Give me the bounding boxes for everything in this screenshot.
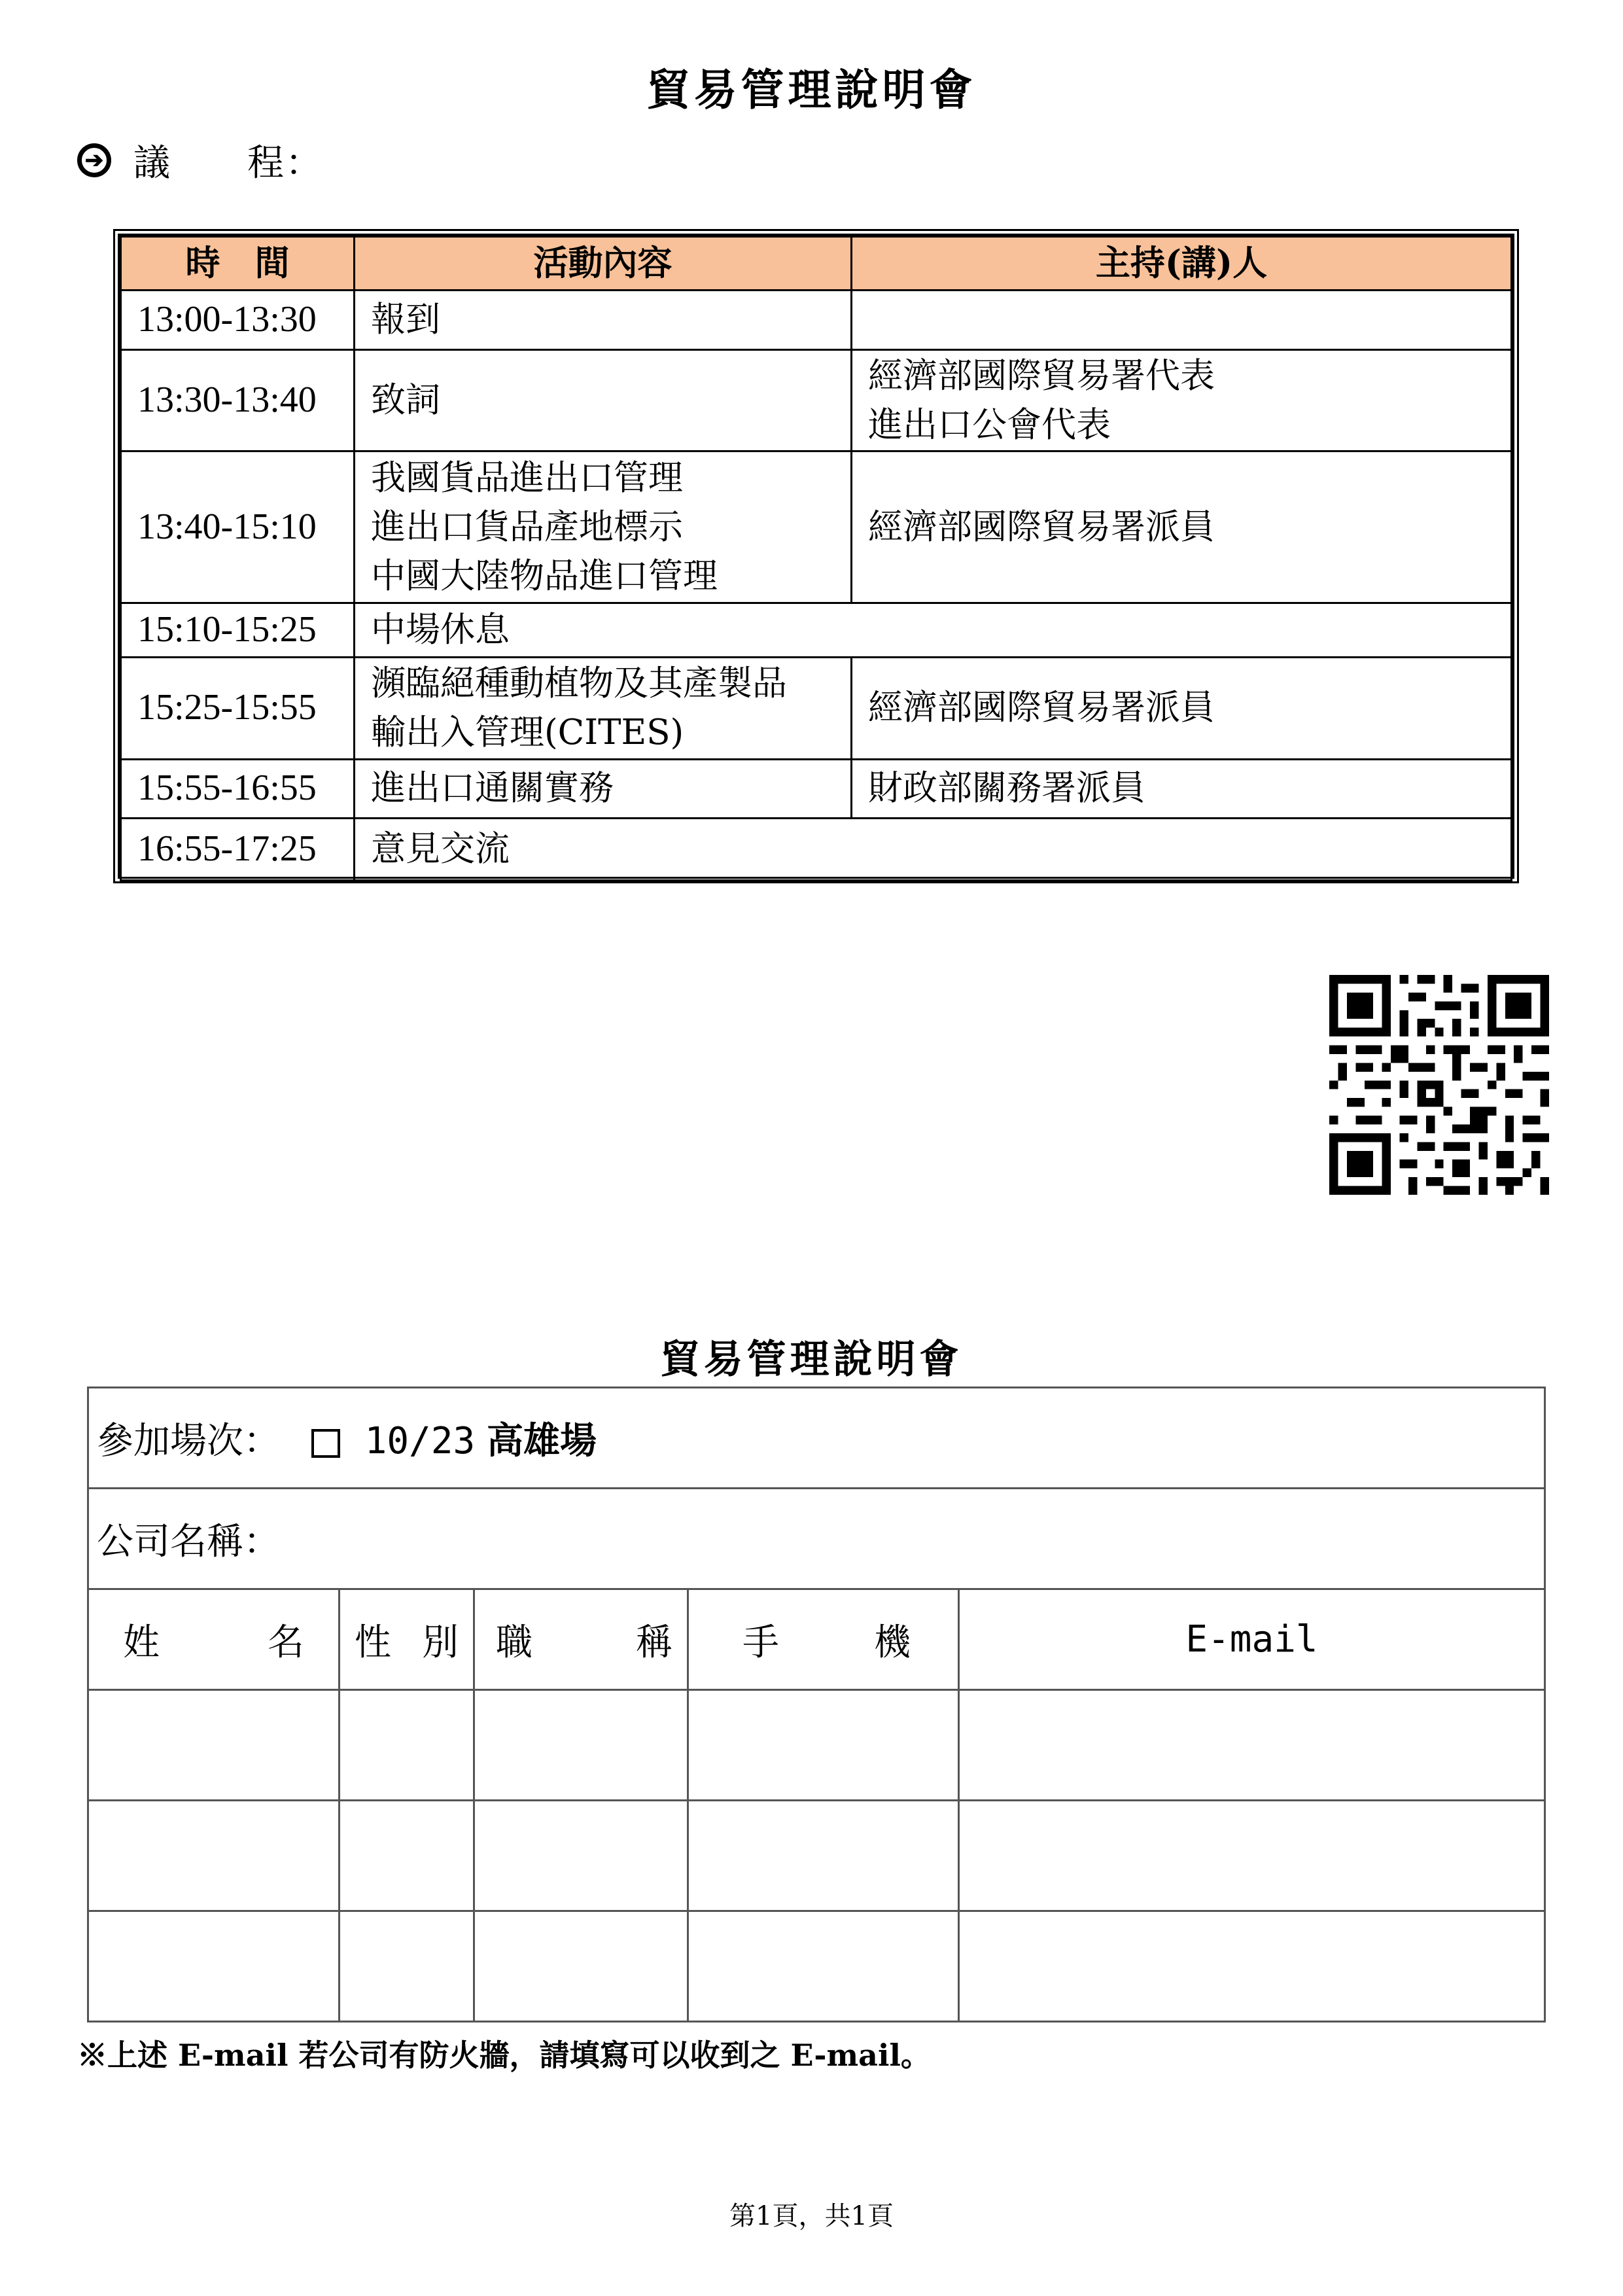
agenda-time: 13:40-15:10	[121, 451, 355, 603]
host-line: 經濟部國際貿易署代表	[868, 355, 1215, 396]
col-title-a: 職	[496, 1621, 532, 1664]
agenda-time: 15:55-16:55	[121, 759, 355, 818]
col-title	[474, 1589, 688, 1690]
content-line: 進出口貨品產地標示	[371, 506, 683, 547]
entry-name[interactable]	[88, 1690, 340, 1801]
entry-gender[interactable]	[340, 1911, 474, 2022]
entry-name[interactable]	[88, 1911, 340, 2022]
session-row	[88, 1388, 1545, 1489]
arrow-right-icon: ➔	[77, 143, 111, 177]
entry-email[interactable]	[959, 1911, 1545, 2022]
entry-email[interactable]	[959, 1690, 1545, 1801]
col-mobile-a: 手	[742, 1621, 779, 1664]
agenda-time: 16:55-17:25	[121, 818, 355, 880]
agenda-content	[355, 451, 852, 603]
entry-mobile[interactable]	[688, 1911, 959, 2022]
agenda-content	[355, 350, 852, 451]
agenda-table	[120, 236, 1512, 881]
content-line: 中場休息	[371, 610, 510, 650]
col-email	[959, 1589, 1545, 1690]
entry-gender[interactable]	[340, 1801, 474, 1911]
company-label: 公司名稱：	[97, 1520, 280, 1563]
entry-gender[interactable]	[340, 1690, 474, 1801]
document-title: 貿易管理說明會	[646, 64, 977, 115]
form-header-row	[88, 1589, 1545, 1690]
agenda-row	[121, 291, 1512, 350]
agenda-table-frame	[113, 229, 1519, 883]
content-line: 致詞	[371, 380, 440, 421]
content-line: 意見交流	[371, 828, 510, 869]
session-checkbox[interactable]	[311, 1429, 340, 1458]
agenda-host	[852, 451, 1512, 603]
registration-form	[87, 1386, 1546, 2022]
content-line: 報到	[371, 300, 440, 340]
col-name-a: 姓	[123, 1621, 160, 1664]
entry-title[interactable]	[474, 1801, 688, 1911]
agenda-host	[852, 350, 1512, 451]
col-name-b: 名	[268, 1621, 304, 1664]
col-mobile-b: 機	[874, 1621, 911, 1664]
agenda-row	[121, 451, 1512, 603]
header-content: 活動內容	[355, 237, 852, 291]
content-line: 我國貨品進出口管理	[371, 457, 683, 498]
entry-email[interactable]	[959, 1801, 1545, 1911]
entry-title[interactable]	[474, 1690, 688, 1801]
col-gender-a: 性	[355, 1621, 391, 1664]
header-time: 時 間	[121, 237, 355, 291]
session-label: 參加場次：	[97, 1419, 280, 1462]
qr-code-icon	[1329, 975, 1549, 1195]
agenda-host	[852, 759, 1512, 818]
agenda-host	[852, 657, 1512, 759]
entry-title[interactable]	[474, 1911, 688, 2022]
session-date: 10/23	[364, 1419, 476, 1462]
col-email-a: E-mail	[1185, 1618, 1318, 1661]
agenda-row	[121, 350, 1512, 451]
session-cell	[88, 1388, 1545, 1489]
content-line: 進出口通關實務	[371, 768, 614, 809]
entry-mobile[interactable]	[688, 1801, 959, 1911]
col-gender	[340, 1589, 474, 1690]
entry-mobile[interactable]	[688, 1690, 959, 1801]
host-line: 進出口公會代表	[868, 405, 1111, 445]
col-gender-b: 別	[422, 1621, 459, 1664]
col-mobile	[688, 1589, 959, 1690]
agenda-content	[355, 818, 1512, 880]
agenda-row	[121, 759, 1512, 818]
form-entry-row	[88, 1690, 1545, 1801]
host-line: 經濟部國際貿易署派員	[868, 506, 1215, 547]
agenda-time: 15:10-15:25	[121, 603, 355, 658]
form-entry-row	[88, 1801, 1545, 1911]
form-title: 貿易管理說明會	[660, 1337, 963, 1383]
agenda-host	[852, 291, 1512, 350]
host-line: 經濟部國際貿易署派員	[868, 688, 1215, 728]
host-line: 財政部關務署派員	[868, 768, 1145, 809]
agenda-content	[355, 657, 852, 759]
footnote: ※上述 E-mail 若公司有防火牆，請填寫可以收到之 E-mail。	[77, 2038, 931, 2073]
content-line: 瀕臨絕種動植物及其產製品	[371, 663, 787, 703]
form-entry-row	[88, 1911, 1545, 2022]
header-host: 主持(講)人	[852, 237, 1512, 291]
company-row	[88, 1489, 1545, 1589]
col-name	[88, 1589, 340, 1690]
col-title-b: 稱	[636, 1621, 672, 1664]
agenda-row	[121, 603, 1512, 658]
agenda-time: 13:00-13:30	[121, 291, 355, 350]
agenda-time: 15:25-15:55	[121, 657, 355, 759]
agenda-row	[121, 818, 1512, 880]
agenda-label: 議 程：	[133, 142, 323, 185]
agenda-time: 13:30-13:40	[121, 350, 355, 451]
agenda-heading	[77, 134, 323, 186]
content-line: 中國大陸物品進口管理	[371, 556, 718, 597]
agenda-content	[355, 291, 852, 350]
session-name: 高雄場	[487, 1419, 597, 1462]
company-name-field[interactable]	[88, 1489, 1545, 1589]
page-footer: 第1頁，共1頁	[729, 2201, 894, 2231]
agenda-content	[355, 603, 1512, 658]
agenda-header-row	[121, 237, 1512, 291]
agenda-row	[121, 657, 1512, 759]
content-line: 輸出入管理(CITES)	[371, 713, 684, 753]
agenda-content	[355, 759, 852, 818]
entry-name[interactable]	[88, 1801, 340, 1911]
